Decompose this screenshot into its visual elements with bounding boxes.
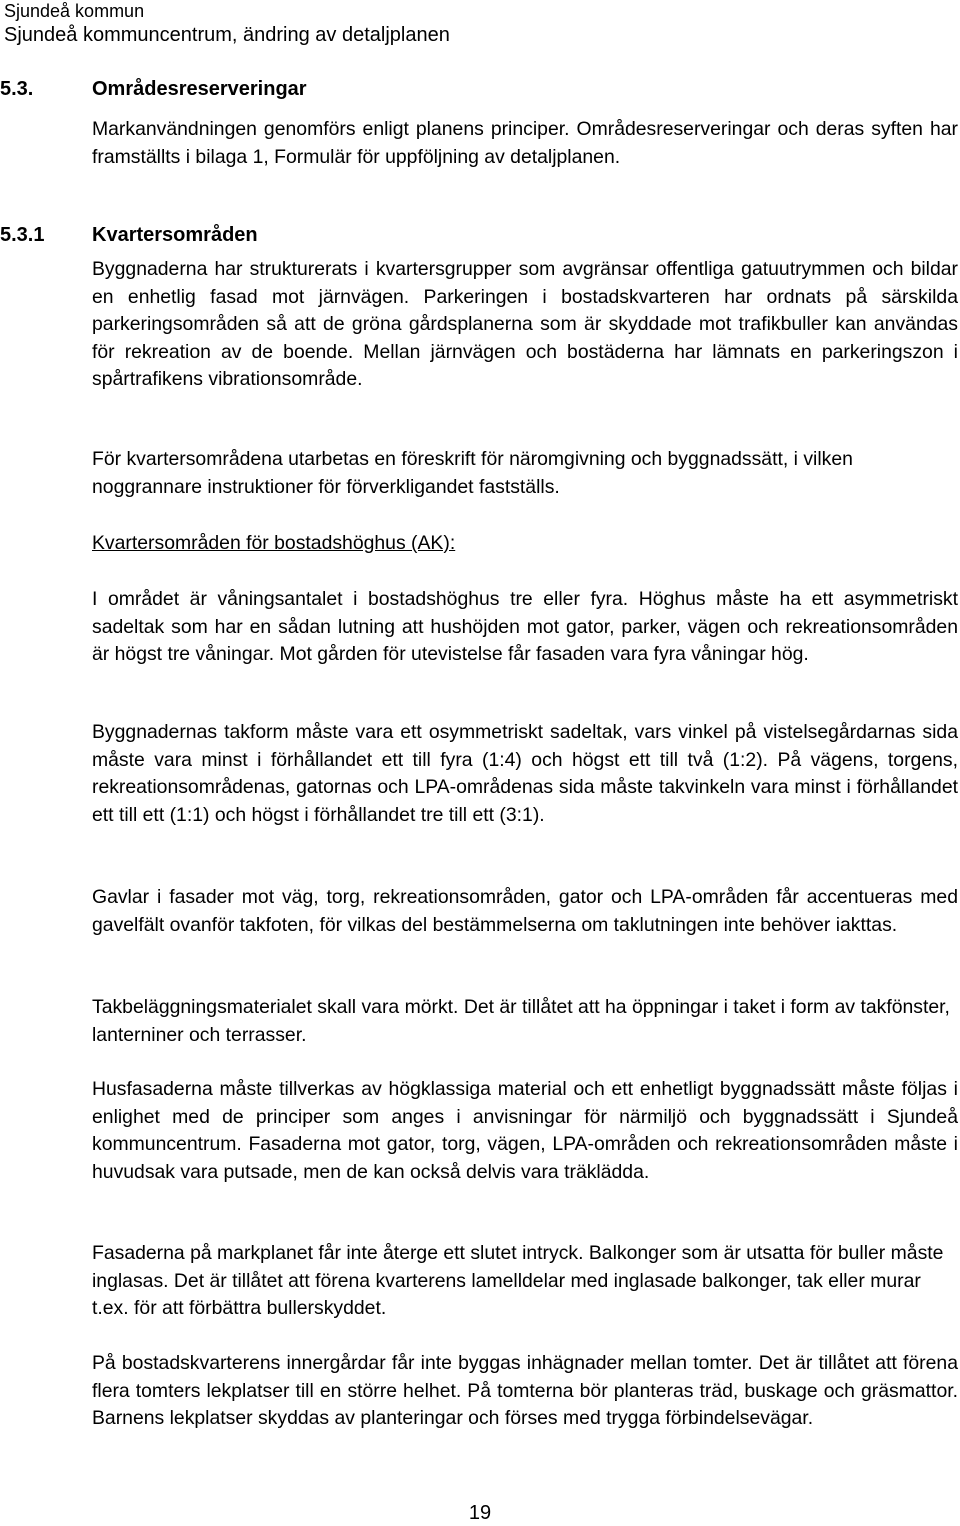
section-title: Områdesreserveringar — [92, 78, 307, 100]
municipality-name: Sjundeå kommun — [4, 1, 145, 21]
paragraph-roof-material: Takbeläggningsmaterialet skall vara mörkt. Det är tillåtet att ha öppningar i taket i form av takfönster, lanterniner och terrasser. — [92, 996, 950, 1046]
paragraph-facades: Husfasaderna måste tillverkas av högklassiga material och ett enhetligt byggnadssätt måste följas i enlighet med de principer som anges i anvisningar för närmiljö och byggnadssätt i Sjundeå kommuncentrum. Fasaderna mot gator, torg, vägen, LPA-områden och rekreationsområden måste i huvudsak vara putsade, men de kan också delvis vara träklädda. — [92, 1078, 958, 1183]
paragraph-regulations: För kvartersområdena utarbetas en föreskrift för näromgivning och byggnadssätt, i vilken noggrannare instruktioner för förverkligandet fastställs. — [92, 448, 853, 498]
paragraph-building-structure: Byggnaderna har strukturerats i kvartersgrupper som avgränsar offentliga gatuutrymmen och bildar en enhetlig fasad mot järnvägen. Parkeringen i bostadskvarteren har ordnats på särskilda parkeringsområden så att de gröna gårdsplanerna som är skyddade mot trafikbuller kan användas för rekreation av de boende. Mellan järnvägen och bostäderna har lämnats en parkeringszon i spårtrafikens vibrationsområde. — [92, 258, 958, 391]
paragraph-roof-form: Byggnadernas takform måste vara ett osymmetriskt sadeltak, vars vinkel på vistelsegårdarnas sida måste vara minst i förhållandet ett till fyra (1:4) och högst ett till två (1:2). På vägens, torgens, rekreationsområdenas, gatornas och LPA-områdenas sida måste takvinkeln vara minst i förhållandet ett till ett (1:1) och högst i förhållandet tre till ett (3:1). — [92, 721, 958, 826]
page-number: 19 — [468, 1502, 492, 1524]
paragraph-courtyards: På bostadskvarterens innergårdar får inte byggas inhägnader mellan tomter. Det är tillåtet att förena flera tomters lekplatser till en större helhet. På tomterna bör planteras träd, buskage och gräsmattor. Barnens lekplatser skyddas av planteringar och förses med trygga förbindelsevägar. — [92, 1352, 958, 1430]
paragraph-floor-count: I området är våningsantalet i bostadshöghus tre eller fyra. Höghus måste ha ett asymmetriskt sadeltak som har en sådan lutning att hushöjden mot gator, parker, vägen och rekreationsområden är högst tre våningar. Mot gården för utevistelse får fasaden vara fyra våningar hög. — [92, 588, 958, 666]
page-header — [4, 0, 944, 48]
plan-title: Sjundeå kommuncentrum, ändring av detaljplanen — [4, 24, 450, 46]
paragraph-ground-floor: Fasaderna på markplanet får inte återge ett slutet intryck. Balkonger som är utsatta för buller måste inglasas. Det är tillåtet att förena kvarterens lamelldelar med inglasade balkonger, tak eller murar t.ex. för att förbättra bullerskyddet. — [92, 1242, 944, 1320]
subsection-title: Kvartersområden — [92, 224, 258, 246]
paragraph-gables: Gavlar i fasader mot väg, torg, rekreationsområden, gator och LPA-områden får accentueras med gavelfält ovanför takfoten, för vilkas del bestämmelserna om taklutningen inte behöver iakttas. — [92, 886, 958, 936]
subsection-number: 5.3.1 — [0, 224, 45, 246]
section-number: 5.3. — [0, 78, 34, 100]
section-paragraph: Markanvändningen genomförs enligt planens principer. Områdesreserveringar och deras syften har framställts i bilaga 1, Formulär för uppföljning av detaljplanen. — [92, 118, 958, 168]
subheading-ak: Kvartersområden för bostadshöghus (AK): — [92, 532, 456, 554]
